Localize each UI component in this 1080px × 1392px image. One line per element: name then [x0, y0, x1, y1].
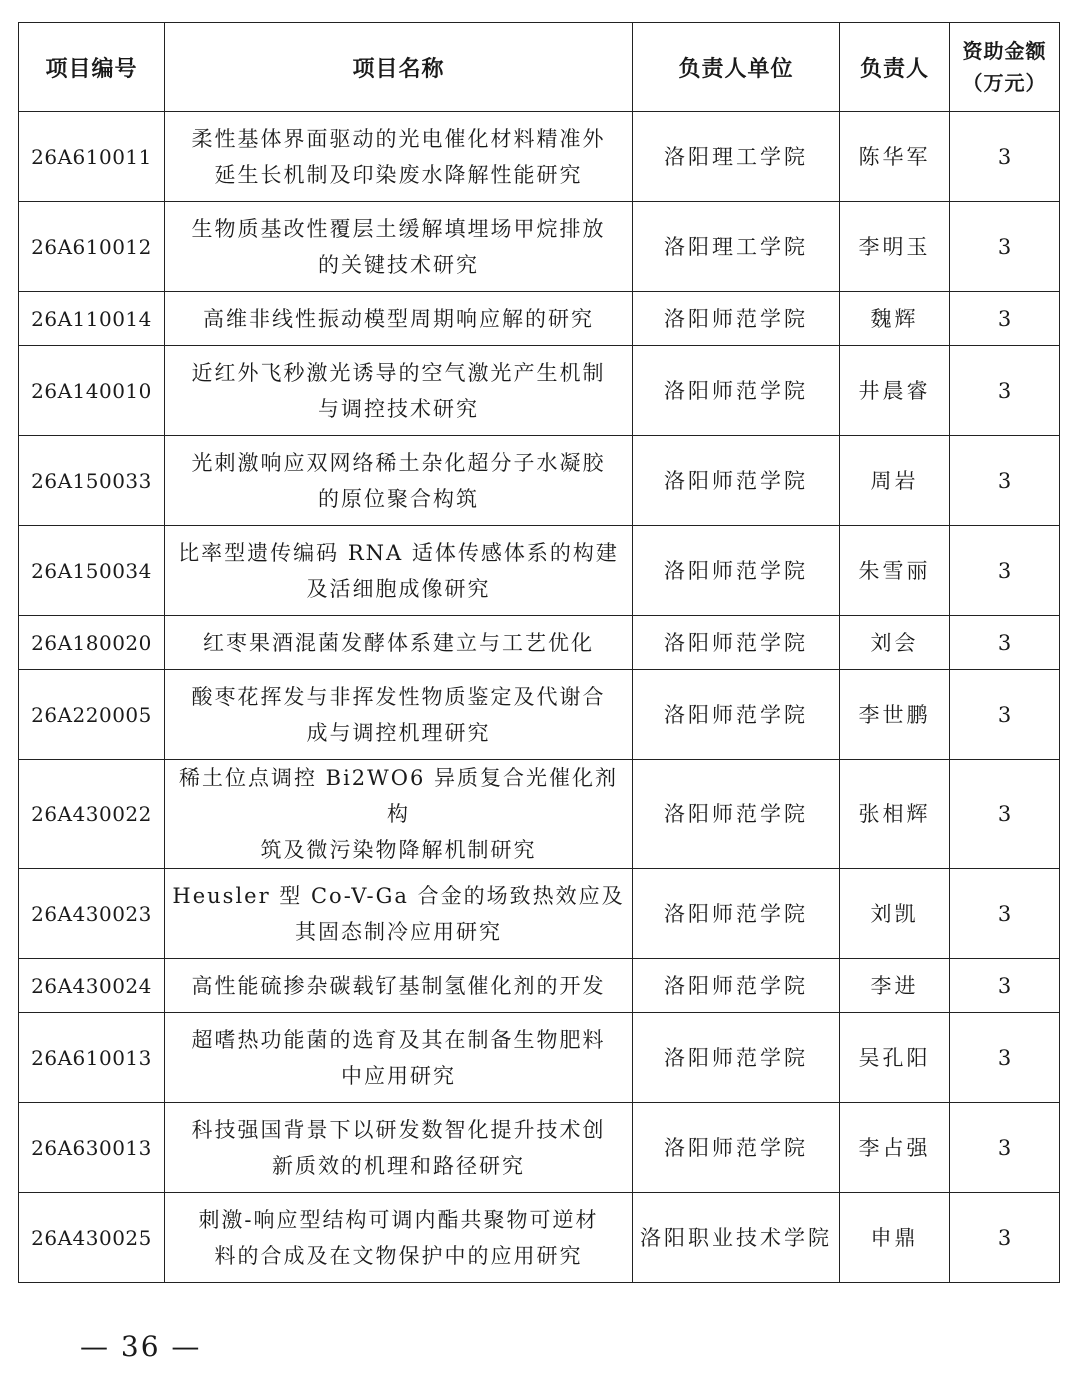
responsible-person-cell: 朱雪丽: [840, 526, 950, 616]
project-code-cell: 26A140010: [19, 346, 165, 436]
responsible-unit-cell: 洛阳理工学院: [633, 202, 840, 292]
table-row: [19, 292, 1060, 346]
project-title-line: 新质效的机理和路径研究: [272, 1153, 525, 1178]
header-project-code: 项目编号: [19, 23, 165, 112]
project-title-line: 酸枣花挥发与非挥发性物质鉴定及代谢合: [191, 684, 606, 709]
funding-amount-cell: 3: [950, 526, 1060, 616]
responsible-person-cell: 陈华军: [840, 112, 950, 202]
project-title-line: 的关键技术研究: [318, 252, 479, 277]
header-funding-amount: [950, 23, 1060, 112]
table-row: [19, 112, 1060, 202]
table-row: [19, 436, 1060, 526]
project-code-cell: 26A150033: [19, 436, 165, 526]
responsible-person-cell: 李占强: [840, 1103, 950, 1193]
responsible-unit-cell: 洛阳师范学院: [633, 436, 840, 526]
responsible-unit-cell: 洛阳理工学院: [633, 112, 840, 202]
project-title-line: 高性能硫掺杂碳载钌基制氢催化剂的开发: [191, 973, 606, 998]
table-row: [19, 1103, 1060, 1193]
page-number: — 36 —: [80, 1330, 202, 1363]
project-title-line: 红枣果酒混菌发酵体系建立与工艺优化: [203, 630, 594, 655]
project-code-cell: 26A430022: [19, 760, 165, 869]
project-title-cell: [165, 436, 633, 526]
project-title-line: 光刺激响应双网络稀土杂化超分子水凝胶: [191, 450, 606, 475]
table-row: [19, 202, 1060, 292]
table-body: [19, 112, 1060, 1283]
responsible-person-cell: 吴孔阳: [840, 1013, 950, 1103]
responsible-person-cell: 张相辉: [840, 760, 950, 869]
project-title-line: 的原位聚合构筑: [318, 486, 479, 511]
funding-amount-cell: 3: [950, 436, 1060, 526]
table-row: [19, 869, 1060, 959]
responsible-unit-cell: 洛阳师范学院: [633, 292, 840, 346]
project-code-cell: 26A220005: [19, 670, 165, 760]
responsible-person-cell: 井晨睿: [840, 346, 950, 436]
funding-amount-cell: 3: [950, 346, 1060, 436]
funding-amount-cell: 3: [950, 202, 1060, 292]
responsible-person-cell: 刘凯: [840, 869, 950, 959]
project-title-line: 延生长机制及印染废水降解性能研究: [214, 162, 583, 187]
header-funding-amount-line1: 资助金额: [962, 39, 1047, 63]
responsible-unit-cell: 洛阳师范学院: [633, 346, 840, 436]
header-project-title: 项目名称: [165, 23, 633, 112]
responsible-unit-cell: 洛阳师范学院: [633, 959, 840, 1013]
project-code-cell: 26A610013: [19, 1013, 165, 1103]
table-row: [19, 760, 1060, 869]
table-row: [19, 959, 1060, 1013]
funding-amount-cell: 3: [950, 959, 1060, 1013]
responsible-person-cell: 周岩: [840, 436, 950, 526]
project-title-line: 生物质基改性覆层土缓解填埋场甲烷排放: [191, 216, 606, 241]
funding-amount-cell: 3: [950, 292, 1060, 346]
header-responsible-person: 负责人: [840, 23, 950, 112]
project-title-line: 与调控技术研究: [318, 396, 479, 421]
responsible-unit-cell: 洛阳师范学院: [633, 616, 840, 670]
responsible-person-cell: 李进: [840, 959, 950, 1013]
project-title-cell: [165, 670, 633, 760]
project-title-line: 科技强国背景下以研发数智化提升技术创: [191, 1117, 606, 1142]
funding-amount-cell: 3: [950, 1013, 1060, 1103]
responsible-unit-cell: 洛阳师范学院: [633, 1103, 840, 1193]
project-code-cell: 26A610012: [19, 202, 165, 292]
table-row: [19, 616, 1060, 670]
project-code-cell: 26A630013: [19, 1103, 165, 1193]
project-title-line: 及活细胞成像研究: [306, 576, 491, 601]
responsible-person-cell: 申鼎: [840, 1193, 950, 1283]
responsible-unit-cell: 洛阳师范学院: [633, 670, 840, 760]
project-title-cell: [165, 346, 633, 436]
project-code-cell: 26A430023: [19, 869, 165, 959]
project-title-line: 刺激-响应型结构可调内酯共聚物可逆材: [198, 1207, 599, 1232]
responsible-unit-cell: 洛阳师范学院: [633, 526, 840, 616]
project-title-line: 比率型遗传编码 RNA 适体传感体系的构建: [178, 540, 619, 565]
responsible-person-cell: 魏辉: [840, 292, 950, 346]
table-header-row: [19, 23, 1060, 112]
project-title-cell: [165, 1103, 633, 1193]
project-title-cell: [165, 760, 633, 869]
project-title-cell: [165, 202, 633, 292]
header-funding-amount-line2: （万元）: [962, 71, 1047, 95]
project-title-line: 近红外飞秒激光诱导的空气激光产生机制: [191, 360, 606, 385]
project-title-line: 超嗜热功能菌的选育及其在制备生物肥料: [191, 1027, 606, 1052]
table-row: [19, 346, 1060, 436]
project-title-cell: [165, 959, 633, 1013]
project-title-line: 稀土位点调控 Bi2WO6 异质复合光催化剂构: [178, 766, 619, 826]
responsible-person-cell: 李明玉: [840, 202, 950, 292]
project-title-cell: [165, 1013, 633, 1103]
project-title-cell: [165, 112, 633, 202]
project-code-cell: 26A430024: [19, 959, 165, 1013]
funding-amount-cell: 3: [950, 670, 1060, 760]
project-code-cell: 26A150034: [19, 526, 165, 616]
responsible-unit-cell: 洛阳职业技术学院: [633, 1193, 840, 1283]
project-title-line: 筑及微污染物降解机制研究: [260, 838, 537, 862]
project-title-line: 柔性基体界面驱动的光电催化材料精准外: [191, 126, 606, 151]
project-code-cell: 26A610011: [19, 112, 165, 202]
responsible-unit-cell: 洛阳师范学院: [633, 760, 840, 869]
project-code-cell: 26A430025: [19, 1193, 165, 1283]
table-row: [19, 526, 1060, 616]
project-title-line: Heusler 型 Co-V-Ga 合金的场致热效应及: [172, 883, 625, 908]
project-title-cell: [165, 616, 633, 670]
table-row: [19, 1193, 1060, 1283]
funding-amount-cell: 3: [950, 616, 1060, 670]
funding-amount-cell: 3: [950, 1103, 1060, 1193]
project-title-line: 高维非线性振动模型周期响应解的研究: [203, 306, 594, 331]
project-table: [18, 22, 1060, 1283]
funding-amount-cell: 3: [950, 112, 1060, 202]
project-title-cell: [165, 526, 633, 616]
responsible-person-cell: 李世鹏: [840, 670, 950, 760]
project-title-cell: [165, 292, 633, 346]
project-title-line: 成与调控机理研究: [306, 720, 491, 745]
project-title-line: 中应用研究: [341, 1063, 456, 1088]
project-title-cell: [165, 869, 633, 959]
project-code-cell: 26A180020: [19, 616, 165, 670]
funding-amount-cell: 3: [950, 1193, 1060, 1283]
responsible-person-cell: 刘会: [840, 616, 950, 670]
responsible-unit-cell: 洛阳师范学院: [633, 869, 840, 959]
project-title-line: 其固态制冷应用研究: [295, 919, 502, 944]
responsible-unit-cell: 洛阳师范学院: [633, 1013, 840, 1103]
header-responsible-unit: 负责人单位: [633, 23, 840, 112]
funding-amount-cell: 3: [950, 760, 1060, 869]
project-title-line: 料的合成及在文物保护中的应用研究: [214, 1243, 583, 1268]
table-row: [19, 670, 1060, 760]
project-code-cell: 26A110014: [19, 292, 165, 346]
table-row: [19, 1013, 1060, 1103]
project-title-cell: [165, 1193, 633, 1283]
funding-amount-cell: 3: [950, 869, 1060, 959]
